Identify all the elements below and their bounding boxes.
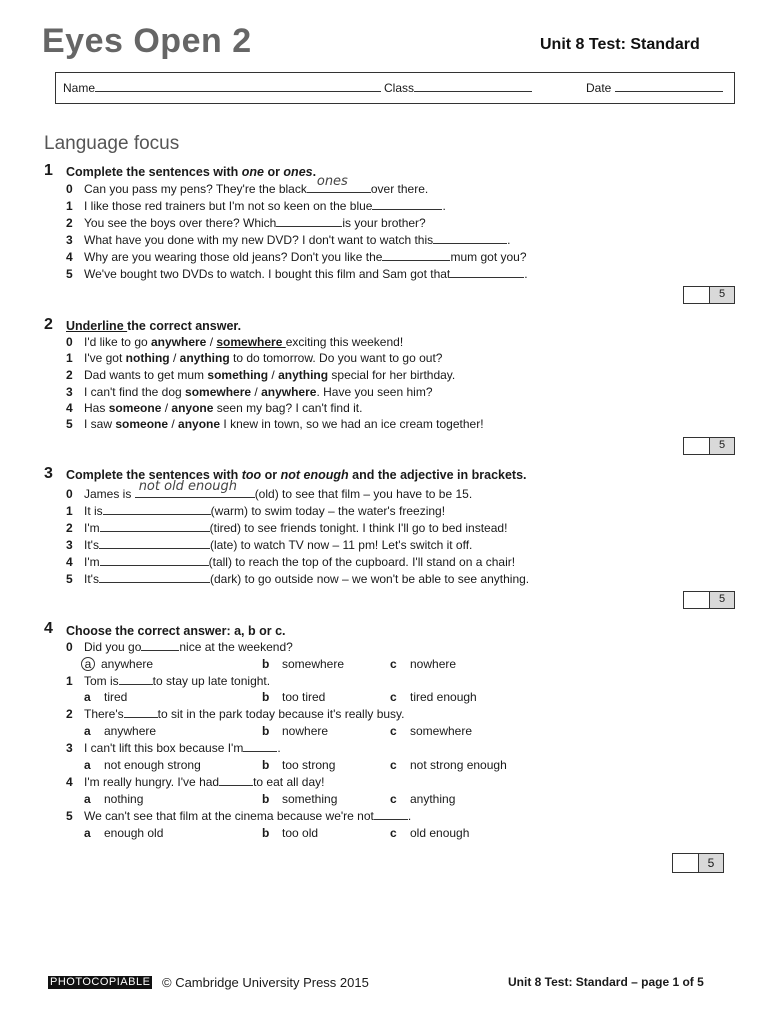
item-text: It is: [84, 504, 103, 518]
option-1[interactable]: someone: [115, 417, 169, 431]
ex2-item-4: [66, 400, 362, 416]
item-text: There's: [84, 707, 124, 721]
item-number: 5: [66, 572, 73, 586]
ex3-item-0: [66, 479, 473, 502]
item-text-end: to eat all day!: [253, 775, 325, 789]
item-text-end: exciting this weekend!: [285, 335, 404, 349]
item-number: 4: [66, 250, 73, 264]
ex1-item-1: [66, 198, 446, 214]
ex1-item-3: [66, 232, 510, 248]
class-field: [384, 81, 532, 95]
ex2-item-2: [66, 367, 455, 383]
score-max: 5: [710, 438, 734, 454]
answer-gap[interactable]: [99, 571, 210, 583]
answer-gap[interactable]: [100, 554, 209, 566]
item-text-end: to do tomorrow. Do you want to go out?: [229, 351, 443, 365]
ex3-item-5: [66, 571, 529, 587]
option-1[interactable]: somewhere: [185, 385, 252, 399]
item-text: I'm: [84, 521, 100, 535]
separator: /: [251, 385, 262, 399]
item-number: 3: [66, 233, 73, 247]
item-text-end: seen my bag? I can't find it.: [213, 401, 363, 415]
item-text: It's: [84, 538, 99, 552]
answer-gap[interactable]: [307, 174, 371, 193]
item-number: 1: [66, 504, 73, 518]
answer-gap[interactable]: [433, 232, 507, 244]
item-text: Dad wants to get mum: [84, 368, 208, 382]
section-title: Language focus: [44, 133, 180, 154]
answer-gap[interactable]: [374, 808, 408, 820]
photocopiable-badge: PHOTOCOPIABLE: [50, 976, 151, 988]
option-b[interactable]: [262, 757, 335, 773]
letter-a: a: [84, 792, 91, 806]
item-text: I'm: [84, 555, 100, 569]
instr-underline: Underline: [66, 319, 128, 333]
option-2[interactable]: anyone: [178, 417, 221, 431]
answer-gap[interactable]: [276, 215, 342, 227]
separator: /: [206, 335, 217, 349]
item-number: 1: [66, 674, 73, 688]
instr-text: the correct answer.: [127, 319, 242, 333]
answer-gap[interactable]: [372, 198, 442, 210]
ex2-score-box: [683, 437, 735, 455]
instr-ones: ones: [283, 165, 313, 179]
item-text-end: (warm) to swim today – the water's freezing!: [210, 504, 446, 518]
ex4-options-0: [84, 656, 584, 672]
separator: /: [161, 401, 172, 415]
item-text: I saw: [84, 417, 116, 431]
letter-a: a: [84, 758, 91, 772]
circled-letter-a: a: [81, 657, 95, 671]
item-text-end: to sit in the park today because it's really busy.: [157, 707, 405, 721]
exercise-1-number: 1: [44, 162, 53, 179]
letter-a: a: [84, 826, 91, 840]
option-c[interactable]: [390, 791, 455, 807]
item-text: Tom is: [84, 674, 119, 688]
option-1[interactable]: someone: [108, 401, 162, 415]
item-text-end: (tall) to reach the top of the cupboard. I'll stand on a chair!: [208, 555, 516, 569]
item-text: What have you done with my new DVD? I don't want to watch this: [84, 233, 434, 247]
item-text-end: .: [507, 233, 511, 247]
separator: /: [169, 351, 180, 365]
score-entry[interactable]: [673, 854, 699, 872]
handwritten-answer: ones: [316, 174, 348, 189]
item-text: We can't see that film at the cinema because we're not: [84, 809, 374, 823]
ex4-score-box: [672, 853, 724, 873]
item-text: I'd like to go: [84, 335, 151, 349]
unit-title: Unit 8 Test: Standard: [540, 36, 700, 53]
item-number: 4: [66, 401, 73, 415]
option-text: something: [282, 792, 338, 806]
item-number: 0: [66, 640, 73, 654]
ex4-options-3: [84, 757, 584, 773]
item-number: 2: [66, 707, 73, 721]
option-2[interactable]: anything: [179, 351, 230, 365]
option-b[interactable]: [262, 656, 344, 672]
letter-b: b: [262, 690, 270, 704]
option-b[interactable]: [262, 689, 325, 705]
letter-c: c: [390, 826, 397, 840]
instr-or: or: [263, 165, 284, 179]
item-text-end: over there.: [370, 182, 429, 196]
instr-or: or: [261, 468, 281, 482]
option-2[interactable]: anything: [278, 368, 329, 382]
exercise-3-number: 3: [44, 465, 53, 482]
item-number: 2: [66, 521, 73, 535]
option-text: old enough: [410, 826, 470, 840]
answer-gap[interactable]: [219, 774, 253, 786]
option-text: not strong enough: [410, 758, 507, 772]
exercise-2-instruction: [66, 319, 241, 333]
score-entry[interactable]: [684, 287, 710, 303]
item-text: We've bought two DVDs to watch. I bought this film and Sam got that: [84, 267, 451, 281]
option-b[interactable]: [262, 825, 318, 841]
option-text: nothing: [104, 792, 144, 806]
separator: /: [268, 368, 279, 382]
answer-gap[interactable]: [243, 740, 277, 752]
item-text-end: to stay up late tonight.: [152, 674, 271, 688]
page-indicator: Unit 8 Test: Standard – page 1 of 5: [508, 975, 704, 989]
letter-a: a: [84, 690, 91, 704]
item-number: 0: [66, 335, 73, 349]
item-text-end: .: [524, 267, 528, 281]
instr-one: one: [241, 165, 264, 179]
option-2[interactable]: anyone: [171, 401, 214, 415]
option-b[interactable]: [262, 723, 328, 739]
name-label: Name: [63, 81, 96, 95]
instr-too: too: [241, 468, 262, 482]
item-number: 3: [66, 741, 73, 755]
ex4-item-2: [66, 706, 405, 722]
instr-text: Complete the sentences with: [66, 165, 242, 179]
option-a[interactable]: [84, 689, 127, 705]
ex4-options-1: [84, 689, 584, 705]
option-a[interactable]: [84, 791, 143, 807]
answer-gap[interactable]: [450, 266, 524, 278]
ex3-item-4: [66, 554, 515, 570]
item-text-end: .: [407, 809, 412, 823]
ex4-item-3: [66, 740, 281, 756]
ex4-item-1: [66, 673, 270, 689]
answer-gap[interactable]: [124, 706, 158, 718]
ex2-item-5: [66, 416, 484, 432]
option-c[interactable]: [390, 689, 477, 705]
ex2-item-3: [66, 384, 433, 400]
option-c[interactable]: [390, 723, 472, 739]
option-text: too old: [282, 826, 319, 840]
option-2-underlined[interactable]: somewhere: [216, 335, 286, 349]
option-2[interactable]: anywhere: [261, 385, 317, 399]
ex4-options-2: [84, 723, 584, 739]
item-text-end: (old) to see that film – you have to be 15.: [254, 487, 473, 501]
option-text: too strong: [282, 758, 336, 772]
answer-gap[interactable]: [100, 520, 210, 532]
option-a[interactable]: [84, 757, 201, 773]
class-label: Class: [384, 81, 415, 95]
item-text-end: .: [277, 741, 281, 755]
ex3-item-1: [66, 503, 445, 519]
item-text: Has: [84, 401, 109, 415]
option-c[interactable]: [390, 656, 456, 672]
answer-gap[interactable]: [119, 673, 153, 685]
item-number: 3: [66, 385, 73, 399]
brand-title: Eyes Open 2: [42, 22, 252, 60]
answer-gap: [141, 639, 179, 651]
answer-gap[interactable]: [99, 537, 210, 549]
item-number: 4: [66, 555, 73, 569]
instr-text: Complete the sentences with: [66, 468, 242, 482]
option-text: nowhere: [410, 657, 457, 671]
letter-a: a: [84, 724, 91, 738]
item-number: 5: [66, 809, 73, 823]
exercise-2-number: 2: [44, 316, 53, 333]
item-text-end: nice at the weekend?: [179, 640, 293, 654]
item-text: I'm really hungry. I've had: [84, 775, 220, 789]
name-field: [63, 81, 381, 95]
handwritten-answer: not old enough: [138, 479, 237, 494]
option-text: anything: [410, 792, 456, 806]
option-text: enough old: [104, 826, 164, 840]
option-text: anywhere: [101, 657, 154, 671]
item-number: 5: [66, 417, 73, 431]
item-number: 5: [66, 267, 73, 281]
ex4-options-4: [84, 791, 584, 807]
ex4-item-5: [66, 808, 411, 824]
answer-gap[interactable]: [382, 249, 450, 261]
instr-end: .: [312, 165, 317, 179]
option-text: anywhere: [104, 724, 157, 738]
item-number: 1: [66, 199, 73, 213]
ex3-item-2: [66, 520, 507, 536]
option-text: nowhere: [282, 724, 329, 738]
item-text: Can you pass my pens? They're the black: [84, 182, 307, 196]
score-max: 5: [710, 592, 734, 608]
option-a[interactable]: [84, 723, 156, 739]
item-number: 0: [66, 182, 73, 196]
letter-b: b: [262, 792, 270, 806]
instr-end: and the adjective in brackets.: [348, 468, 527, 482]
item-number: 4: [66, 775, 73, 789]
item-number: 2: [66, 216, 73, 230]
ex2-item-1: [66, 350, 442, 366]
item-text: Why are you wearing those old jeans? Don't you like the: [84, 250, 383, 264]
item-text-end: is your brother?: [342, 216, 426, 230]
item-text: I can't lift this box because I'm: [84, 741, 244, 755]
item-text-end: (late) to watch TV now – 11 pm! Let's switch it off.: [209, 538, 473, 552]
letter-c: c: [390, 724, 397, 738]
ex1-item-5: [66, 266, 528, 282]
ex3-item-3: [66, 537, 472, 553]
option-text: somewhere: [410, 724, 473, 738]
item-text: James is: [84, 487, 135, 501]
item-text: I can't find the dog: [84, 385, 186, 399]
letter-c: c: [390, 690, 397, 704]
item-text-end: . Have you seen him?: [316, 385, 433, 399]
item-text: I like those red trainers but I'm not so keen on the blue: [84, 199, 373, 213]
letter-b: b: [262, 758, 270, 772]
option-text: somewhere: [282, 657, 345, 671]
answer-gap[interactable]: [135, 479, 255, 498]
option-c[interactable]: [390, 757, 507, 773]
exercise-3-instruction: [66, 468, 527, 482]
option-a[interactable]: [84, 825, 163, 841]
ex1-item-0: [66, 174, 429, 197]
ex1-score-box: [683, 286, 735, 304]
ex4-item-4: [66, 774, 324, 790]
exercise-4-number: 4: [44, 620, 53, 637]
answer-gap[interactable]: [103, 503, 211, 515]
option-1[interactable]: anywhere: [151, 335, 207, 349]
option-a[interactable]: [84, 656, 153, 672]
letter-b: b: [262, 657, 270, 671]
item-text-end: (tired) to see friends tonight. I think I'll go to bed instead!: [209, 521, 508, 535]
option-1[interactable]: something: [207, 368, 269, 382]
option-1[interactable]: nothing: [125, 351, 170, 365]
score-entry[interactable]: [684, 592, 710, 608]
date-line: [615, 81, 723, 92]
ex4-item-0: [66, 639, 293, 655]
item-text-end: special for her birthday.: [328, 368, 456, 382]
ex3-score-box: [683, 591, 735, 609]
option-text: not enough strong: [104, 758, 201, 772]
item-number: 2: [66, 368, 73, 382]
instr-not-enough: not enough: [280, 468, 349, 482]
item-number: 1: [66, 351, 73, 365]
letter-c: c: [390, 657, 397, 671]
ex2-item-0: [66, 334, 403, 350]
item-text: I've got: [84, 351, 126, 365]
item-text: Did you go: [84, 640, 142, 654]
ex4-options-5: [84, 825, 584, 841]
letter-c: c: [390, 758, 397, 772]
name-line: [95, 81, 381, 92]
item-number: 0: [66, 487, 73, 501]
option-c[interactable]: [390, 825, 469, 841]
item-text-end: I knew in town, so we had an ice cream together!: [220, 417, 484, 431]
option-text: tired enough: [410, 690, 477, 704]
date-label: Date: [586, 81, 612, 95]
score-entry[interactable]: [684, 438, 710, 454]
student-info-box: [55, 72, 735, 104]
item-number: 3: [66, 538, 73, 552]
option-text: tired: [104, 690, 128, 704]
ex1-item-4: [66, 249, 527, 265]
option-b[interactable]: [262, 791, 337, 807]
date-field: [586, 81, 723, 95]
score-max: 5: [699, 854, 723, 872]
item-text-end: (dark) to go outside now – we won't be able to see anything.: [209, 572, 530, 586]
item-text-end: mum got you?: [450, 250, 527, 264]
letter-b: b: [262, 724, 270, 738]
exercise-4-instruction: Choose the correct answer: a, b or c.: [66, 624, 286, 638]
letter-b: b: [262, 826, 270, 840]
class-line: [414, 81, 532, 92]
score-max: 5: [710, 287, 734, 303]
copyright-text: © Cambridge University Press 2015: [162, 975, 369, 990]
item-text: It's: [84, 572, 99, 586]
item-text-end: .: [442, 199, 446, 213]
letter-c: c: [390, 792, 397, 806]
option-text: too tired: [282, 690, 326, 704]
ex1-item-2: [66, 215, 426, 231]
exercise-1-instruction: [66, 165, 316, 179]
item-text: You see the boys over there? Which: [84, 216, 277, 230]
separator: /: [168, 417, 179, 431]
